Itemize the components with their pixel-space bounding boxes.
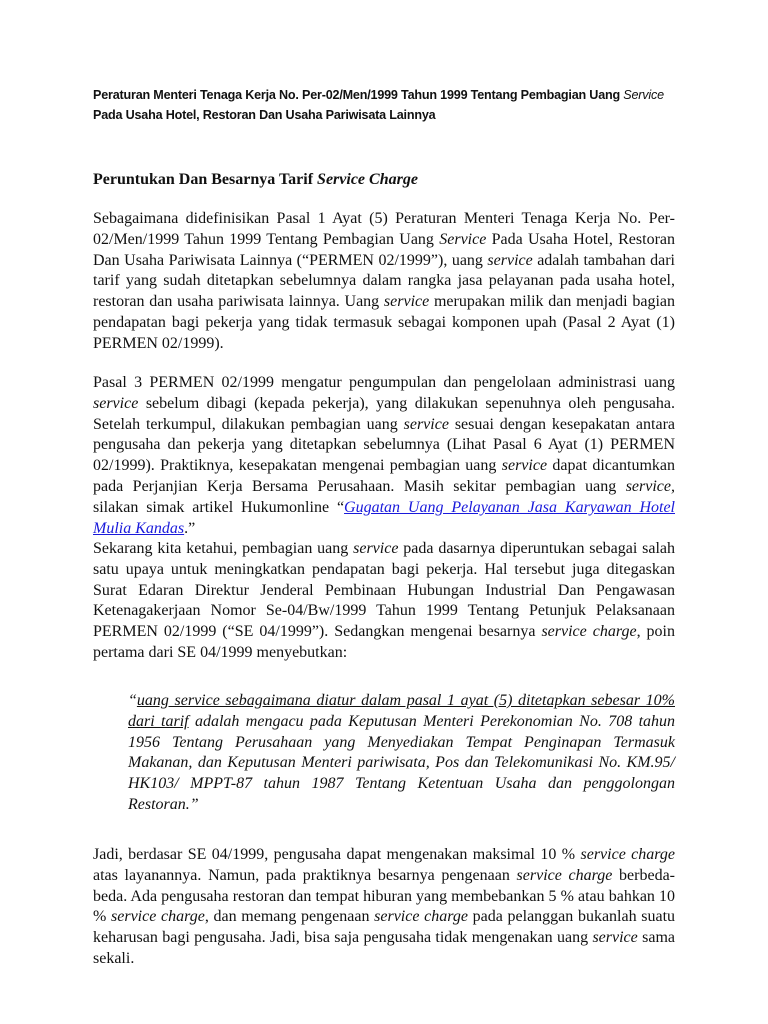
text-run: sama sekali. — [93, 929, 676, 967]
italic-text: service — [383, 293, 430, 311]
document-title — [93, 85, 683, 125]
block-quote — [128, 691, 675, 816]
article-link[interactable]: Gugatan Uang Pelayanan Jasa Karyawan Hotel Mulia Kandas — [93, 498, 675, 537]
italic-text: Service — [439, 230, 487, 248]
italic-text: service — [592, 929, 638, 947]
italic-text: service, — [625, 477, 675, 495]
text-run: dapat dicantumkan pada Perjanjian Kerja Bersama Perusahaan. Masih sekitar pembagian uang — [93, 457, 675, 495]
text-run: sebelum dibagi (kepada pekerja), yang dilakukan sepenuhnya oleh pengusaha. Setelah terkumpul, dilakukan pembagian uang — [93, 394, 675, 433]
paragraph-circular — [93, 539, 675, 664]
text-run: Pada Usaha Hotel, Restoran Dan Usaha Pariwisata Lainnya (“PERMEN 02/1999”), uang — [93, 230, 676, 269]
text-run: Sekarang kita ketahui, pembagian uang — [93, 540, 354, 557]
italic-text: service — [353, 540, 399, 557]
text-run: “ — [128, 692, 137, 709]
text-run: merupakan milik dan menjadi bagian pendapatan bagi pekerja yang tidak termasuk sebagai komponen upah (Pasal 2 Ayat (1) PERMEN 02/1999). — [93, 293, 676, 352]
italic-text: Service — [623, 88, 664, 102]
italic-text: service — [93, 394, 139, 412]
text-run: Pasal 3 PERMEN 02/1999 mengatur pengumpulan dan pengelolaan administrasi uang — [93, 374, 675, 391]
text-run: berbeda-beda. Ada pengusaha restoran dan tempat hiburan yang membebankan 5 % atau bahkan 10 % — [93, 866, 676, 926]
text-run: pada dasarnya diperuntukan sebagai salah satu upaya untuk meningkatkan pendapatan bagi pekerja. Hal tersebut juga ditegaskan Surat Edaran Direktur Jenderal Pembinaan Hubungan Industrial Dan Pengawasan Ketenagakerjaan Nomor Se-04/Bw/1999 Tahun 1999 Tentang Petunjuk Pelaksanaan PERMEN 02/1999 (“SE 04/1999”). Sedangkan mengenai besarnya — [93, 540, 675, 641]
text-run: , poin pertama dari SE 04/1999 menyebutkan: — [93, 623, 676, 661]
paragraph-collection — [93, 373, 675, 539]
paragraph-conclusion — [93, 845, 675, 970]
text-run: Peruntukan Dan Besarnya Tarif — [93, 171, 318, 188]
section-heading — [93, 171, 418, 189]
text-run: sesuai dengan kesepakatan antara pengusaha dan pekerja yang ditetapkan sebelumnya (Lihat Pasal 6 Ayat (1) PERMEN 02/1999). Praktiknya, kesepakatan mengenai pembagian uang — [93, 415, 675, 475]
text-run: pada pelanggan bukanlah suatu keharusan bagi pengusaha. Jadi, bisa saja pengusaha tidak mengenakan uang — [93, 908, 676, 947]
paragraph-definition — [93, 209, 675, 355]
text-run: silakan simak artikel Hukumonline “ — [93, 498, 345, 516]
text-run: atas layanannya. Namun, pada praktiknya besarnya pengenaan — [93, 866, 517, 884]
text-run: Pada Usaha Hotel, Restoran Dan Usaha Pariwisata Lainnya — [93, 108, 436, 122]
italic-text: service charge — [111, 908, 205, 926]
italic-text: service charge — [374, 908, 468, 926]
italic-text: service charge — [516, 866, 613, 884]
italic-text: Service Charge — [317, 171, 418, 188]
text-run: Jadi, berdasar SE 04/1999, pengusaha dapat mengenakan maksimal 10 % — [93, 846, 581, 863]
italic-text: service charge — [541, 623, 637, 641]
text-run: , dan memang pengenaan — [204, 908, 375, 926]
text-run: .” — [184, 519, 196, 537]
italic-text: service charge — [580, 846, 676, 863]
italic-text: service — [501, 457, 548, 475]
text-run: Peraturan Menteri Tenaga Kerja No. Per-02/Men/1999 Tahun 1999 Tentang Pembagian Uang — [93, 88, 624, 102]
text-run: adalah mengacu pada Keputusan Menteri Perekonomian No. 708 tahun 1956 Tentang Perusahaan yang Menyediakan Tempat Penginapan Termasuk Makanan, dan Keputusan Menteri pariwisata, Pos dan Telekomunikasi No. KM.95/ HK103/ MPPT-87 tahun 1987 Tentang Ketentuan Usaha dan penggolongan Restoran.” — [128, 712, 676, 813]
italic-text: service — [403, 415, 449, 433]
italic-text: service — [487, 251, 533, 269]
text-run: Sebagaimana didefinisikan Pasal 1 Ayat (5) Peraturan Menteri Tenaga Kerja No. Per-02/Men/1999 Tahun 1999 Tentang Pembagian Uang — [93, 210, 675, 248]
text-run: adalah tambahan dari tarif yang sudah ditetapkan sebelumnya dalam rangka jasa pelayanan pada usaha hotel, restoran dan usaha pariwisata lainnya. Uang — [93, 251, 675, 311]
underlined-text: uang service sebagaimana diatur dalam pasal 1 ayat (5) ditetapkan sebesar 10% dari tarif — [128, 692, 675, 730]
